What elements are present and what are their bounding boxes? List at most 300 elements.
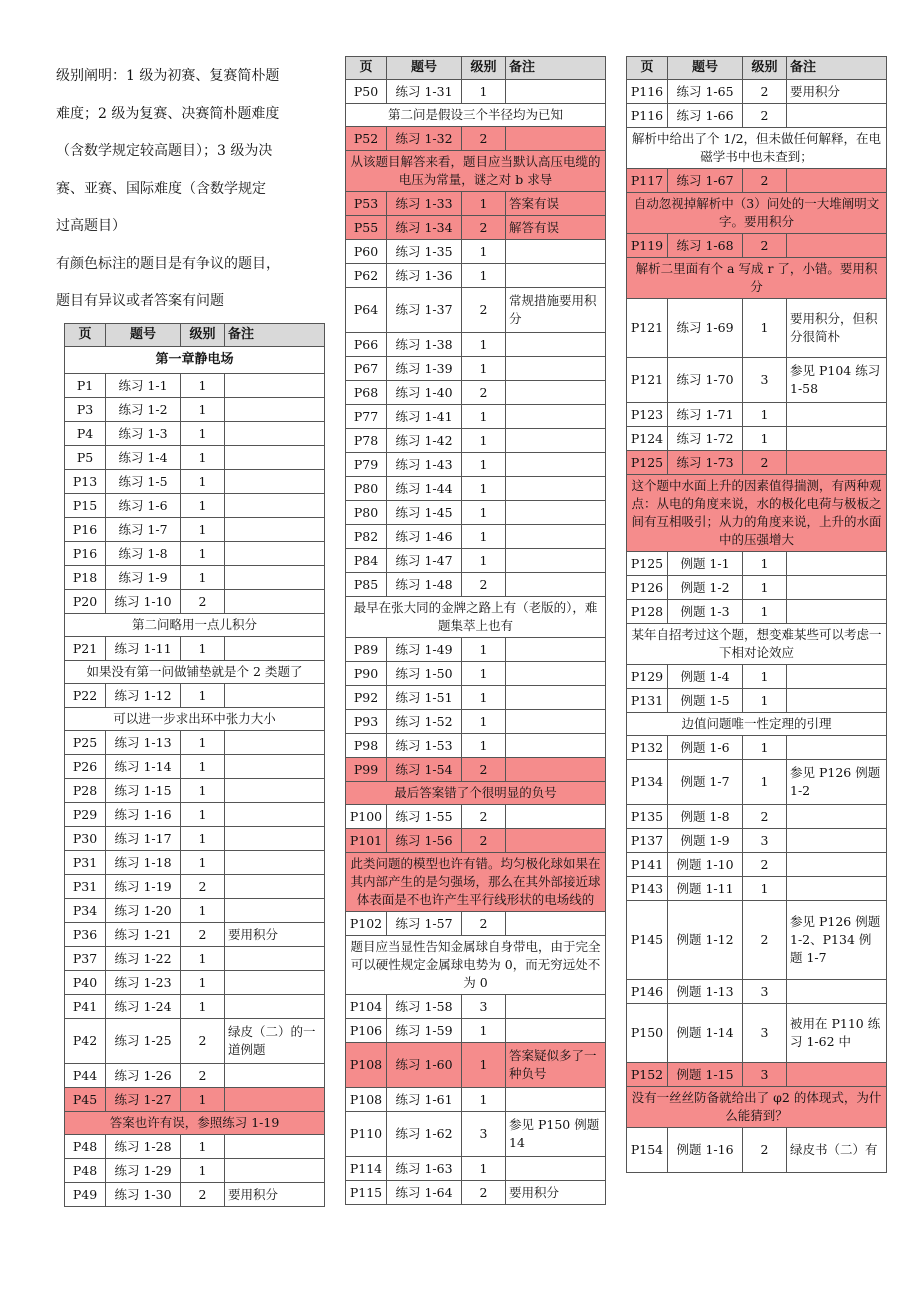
cell-page: P48 — [65, 1159, 106, 1183]
cell-note — [225, 1064, 325, 1088]
cell-page: P49 — [65, 1183, 106, 1207]
cell-problem: 练习 1-34 — [387, 216, 462, 240]
table-row — [627, 552, 887, 576]
table-row — [346, 127, 606, 151]
remark-row — [346, 853, 606, 912]
cell-note: 参见 P126 例题 1-2 — [787, 760, 887, 805]
cell-problem: 例题 1-3 — [668, 600, 743, 624]
cell-level: 2 — [462, 127, 506, 151]
table-row — [346, 357, 606, 381]
cell-page: P106 — [346, 1019, 387, 1043]
cell-note — [506, 501, 606, 525]
cell-problem: 练习 1-41 — [387, 405, 462, 429]
cell-problem: 练习 1-35 — [387, 240, 462, 264]
table-row — [65, 947, 325, 971]
table-row — [346, 1181, 606, 1205]
cell-note: 常规措施要用积分 — [506, 288, 606, 333]
table-row — [346, 662, 606, 686]
cell-level: 1 — [462, 686, 506, 710]
cell-level: 2 — [462, 573, 506, 597]
intro-line: 过高题目） — [56, 218, 126, 234]
remark-row — [346, 936, 606, 995]
cell-problem: 练习 1-59 — [387, 1019, 462, 1043]
remark-row — [346, 597, 606, 638]
remark-text: 最早在张大同的金牌之路上有（老版的），难题集萃上也有 — [346, 597, 606, 638]
cell-note — [787, 736, 887, 760]
remark-text: 没有一丝丝防备就给出了 φ2 的体现式，为什么能猜到？ — [627, 1087, 887, 1128]
problem-table — [626, 56, 887, 1173]
cell-problem: 练习 1-56 — [387, 829, 462, 853]
cell-note — [506, 525, 606, 549]
cell-page: P129 — [627, 665, 668, 689]
table-header-row — [627, 57, 887, 80]
table-row — [346, 995, 606, 1019]
table-row — [346, 525, 606, 549]
cell-level: 1 — [743, 877, 787, 901]
cell-problem: 练习 1-7 — [106, 518, 181, 542]
cell-problem: 练习 1-70 — [668, 358, 743, 403]
cell-note — [506, 573, 606, 597]
remark-row — [627, 475, 887, 552]
cell-page: P116 — [627, 80, 668, 104]
table-row — [65, 1088, 325, 1112]
table-header-row — [346, 57, 606, 80]
intro-line: 有颜色标注的题目是有争议的题目， — [56, 255, 280, 272]
table-row — [65, 731, 325, 755]
cell-note — [225, 374, 325, 398]
cell-level: 2 — [743, 805, 787, 829]
cell-note — [225, 1135, 325, 1159]
cell-level: 1 — [181, 684, 225, 708]
table-row — [65, 566, 325, 590]
remark-row — [346, 151, 606, 192]
intro-line: （含数学规定较高题目）；3 级为决 — [56, 143, 273, 159]
table-row — [346, 216, 606, 240]
cell-page: P53 — [346, 192, 387, 216]
cell-note — [506, 912, 606, 936]
cell-problem: 练习 1-42 — [387, 429, 462, 453]
cell-note — [225, 422, 325, 446]
cell-level: 1 — [181, 422, 225, 446]
remark-text: 某年自招考过这个题，想变难某些可以考虑一下相对论效应 — [627, 624, 887, 665]
cell-level: 1 — [462, 192, 506, 216]
cell-problem: 练习 1-1 — [106, 374, 181, 398]
table-row — [627, 403, 887, 427]
table-row — [65, 971, 325, 995]
cell-note — [225, 899, 325, 923]
table-row — [346, 477, 606, 501]
table-row — [346, 333, 606, 357]
remark-row — [627, 1087, 887, 1128]
cell-problem: 练习 1-36 — [387, 264, 462, 288]
cell-problem: 练习 1-49 — [387, 638, 462, 662]
cell-note — [506, 333, 606, 357]
cell-note — [225, 566, 325, 590]
cell-problem: 练习 1-65 — [668, 80, 743, 104]
cell-level: 1 — [181, 971, 225, 995]
cell-level: 1 — [462, 662, 506, 686]
cell-problem: 练习 1-24 — [106, 995, 181, 1019]
table-row — [346, 192, 606, 216]
table-row — [346, 288, 606, 333]
intro-line: 级别阐明：1 级为初赛、复赛简朴题 — [56, 68, 280, 84]
table-row — [346, 381, 606, 405]
table-row — [346, 429, 606, 453]
cell-problem: 练习 1-72 — [668, 427, 743, 451]
table-row — [627, 829, 887, 853]
table-row — [65, 684, 325, 708]
table-row — [627, 427, 887, 451]
cell-page: P90 — [346, 662, 387, 686]
cell-level: 1 — [181, 566, 225, 590]
cell-problem: 练习 1-43 — [387, 453, 462, 477]
cell-note — [506, 381, 606, 405]
cell-problem: 练习 1-61 — [387, 1088, 462, 1112]
table-row — [65, 398, 325, 422]
cell-problem: 练习 1-14 — [106, 755, 181, 779]
cell-level: 1 — [462, 333, 506, 357]
cell-level: 1 — [181, 779, 225, 803]
cell-page: P98 — [346, 734, 387, 758]
cell-note — [787, 689, 887, 713]
cell-level: 3 — [743, 358, 787, 403]
cell-level: 2 — [181, 1183, 225, 1207]
remark-row — [627, 624, 887, 665]
cell-note — [225, 1159, 325, 1183]
cell-problem: 练习 1-40 — [387, 381, 462, 405]
cell-page: P145 — [627, 901, 668, 980]
cell-note — [506, 549, 606, 573]
cell-page: P16 — [65, 542, 106, 566]
cell-problem: 练习 1-9 — [106, 566, 181, 590]
cell-problem: 练习 1-13 — [106, 731, 181, 755]
cell-page: P135 — [627, 805, 668, 829]
cell-note — [506, 686, 606, 710]
cell-page: P79 — [346, 453, 387, 477]
table-row — [65, 637, 325, 661]
cell-problem: 练习 1-71 — [668, 403, 743, 427]
table-row — [627, 665, 887, 689]
table-row — [346, 638, 606, 662]
cell-problem: 练习 1-48 — [387, 573, 462, 597]
cell-problem: 练习 1-28 — [106, 1135, 181, 1159]
cell-level: 1 — [181, 398, 225, 422]
cell-note — [506, 662, 606, 686]
table-row — [65, 422, 325, 446]
cell-page: P66 — [346, 333, 387, 357]
cell-page: P68 — [346, 381, 387, 405]
cell-page: P132 — [627, 736, 668, 760]
cell-level: 2 — [181, 590, 225, 614]
header-page: 页 — [65, 324, 106, 347]
cell-level: 2 — [181, 923, 225, 947]
cell-page: P45 — [65, 1088, 106, 1112]
cell-problem: 例题 1-10 — [668, 853, 743, 877]
cell-problem: 练习 1-39 — [387, 357, 462, 381]
cell-page: P100 — [346, 805, 387, 829]
cell-problem: 练习 1-15 — [106, 779, 181, 803]
cell-page: P62 — [346, 264, 387, 288]
cell-problem: 练习 1-55 — [387, 805, 462, 829]
cell-page: P121 — [627, 299, 668, 358]
cell-level: 1 — [462, 80, 506, 104]
cell-page: P126 — [627, 576, 668, 600]
remark-row — [65, 1112, 325, 1135]
remark-text: 解析中给出了个 1/2，但未做任何解释，在电磁学书中也未查到； — [627, 128, 887, 169]
table-row — [346, 501, 606, 525]
cell-note — [787, 853, 887, 877]
table-row — [627, 689, 887, 713]
cell-page: P121 — [627, 358, 668, 403]
cell-problem: 练习 1-20 — [106, 899, 181, 923]
cell-level: 1 — [181, 1088, 225, 1112]
table-row — [627, 600, 887, 624]
table-row — [65, 1183, 325, 1207]
cell-page: P131 — [627, 689, 668, 713]
cell-page: P89 — [346, 638, 387, 662]
cell-level: 2 — [743, 234, 787, 258]
cell-level: 1 — [462, 1088, 506, 1112]
remark-text: 如果没有第一问做铺垫就是个 2 类题了 — [65, 661, 325, 684]
cell-problem: 练习 1-21 — [106, 923, 181, 947]
cell-problem: 练习 1-67 — [668, 169, 743, 193]
table-row — [346, 912, 606, 936]
remark-row — [65, 661, 325, 684]
cell-page: P152 — [627, 1063, 668, 1087]
cell-level: 3 — [743, 1004, 787, 1063]
table-row — [65, 1135, 325, 1159]
cell-level: 1 — [462, 549, 506, 573]
cell-page: P25 — [65, 731, 106, 755]
cell-note — [787, 234, 887, 258]
cell-page: P84 — [346, 549, 387, 573]
cell-page: P102 — [346, 912, 387, 936]
cell-problem: 例题 1-9 — [668, 829, 743, 853]
cell-level: 1 — [462, 1043, 506, 1088]
cell-page: P82 — [346, 525, 387, 549]
cell-problem: 练习 1-8 — [106, 542, 181, 566]
cell-note: 答案有误 — [506, 192, 606, 216]
cell-page: P114 — [346, 1157, 387, 1181]
table-row — [65, 470, 325, 494]
remark-row — [346, 782, 606, 805]
cell-level: 1 — [181, 731, 225, 755]
cell-problem: 练习 1-10 — [106, 590, 181, 614]
cell-note — [225, 1088, 325, 1112]
header-page: 页 — [627, 57, 668, 80]
header-level: 级别 — [181, 324, 225, 347]
remark-text: 解析二里面有个 a 写成 r 了，小错。要用积分 — [627, 258, 887, 299]
table-row — [346, 453, 606, 477]
table-row — [346, 1088, 606, 1112]
cell-problem: 练习 1-54 — [387, 758, 462, 782]
cell-level: 1 — [743, 576, 787, 600]
table-row — [65, 899, 325, 923]
cell-page: P1 — [65, 374, 106, 398]
remark-row — [627, 128, 887, 169]
table-row — [65, 494, 325, 518]
remark-text: 自动忽视掉解析中（3）问处的一大堆阐明文字。要用积分 — [627, 193, 887, 234]
cell-level: 1 — [462, 357, 506, 381]
cell-note — [225, 851, 325, 875]
cell-note — [225, 398, 325, 422]
cell-level: 3 — [743, 1063, 787, 1087]
cell-page: P78 — [346, 429, 387, 453]
table-row — [346, 240, 606, 264]
table-row — [346, 80, 606, 104]
cell-note — [787, 980, 887, 1004]
intro-line: 题目有异议或者答案有问题 — [56, 293, 224, 309]
cell-problem: 练习 1-50 — [387, 662, 462, 686]
cell-note — [506, 995, 606, 1019]
cell-page: P44 — [65, 1064, 106, 1088]
problem-table — [345, 56, 606, 1205]
cell-page: P30 — [65, 827, 106, 851]
table-row — [346, 758, 606, 782]
cell-level: 1 — [743, 403, 787, 427]
remark-text: 边值问题唯一性定理的引理 — [627, 713, 887, 736]
table-row — [346, 734, 606, 758]
remark-row — [627, 713, 887, 736]
cell-problem: 例题 1-12 — [668, 901, 743, 980]
cell-problem: 例题 1-8 — [668, 805, 743, 829]
remark-text: 题目应当显性告知金属球自身带电，由于完全可以硬性规定金属球电势为 0，而无穷远处不为 0 — [346, 936, 606, 995]
table-row — [65, 875, 325, 899]
cell-problem: 例题 1-11 — [668, 877, 743, 901]
cell-level: 1 — [743, 600, 787, 624]
cell-note: 参见 P150 例题 14 — [506, 1112, 606, 1157]
cell-problem: 练习 1-33 — [387, 192, 462, 216]
table-row — [346, 710, 606, 734]
table-row — [627, 805, 887, 829]
cell-note — [225, 731, 325, 755]
cell-note — [225, 518, 325, 542]
cell-level: 2 — [743, 104, 787, 128]
cell-note — [787, 169, 887, 193]
cell-page: P92 — [346, 686, 387, 710]
cell-note: 要用积分 — [225, 1183, 325, 1207]
cell-page: P50 — [346, 80, 387, 104]
cell-note: 绿皮书（二）有 — [787, 1128, 887, 1173]
cell-note — [787, 104, 887, 128]
table-row — [346, 829, 606, 853]
cell-problem: 练习 1-73 — [668, 451, 743, 475]
cell-page: P4 — [65, 422, 106, 446]
cell-level: 1 — [462, 1019, 506, 1043]
cell-page: P3 — [65, 398, 106, 422]
cell-note: 被用在 P110 练习 1-62 中 — [787, 1004, 887, 1063]
header-note: 备注 — [225, 324, 325, 347]
cell-level: 1 — [181, 947, 225, 971]
cell-level: 1 — [743, 760, 787, 805]
table-row — [65, 590, 325, 614]
cell-note — [225, 803, 325, 827]
cell-level: 1 — [462, 734, 506, 758]
cell-page: P125 — [627, 451, 668, 475]
cell-page: P26 — [65, 755, 106, 779]
cell-level: 1 — [181, 899, 225, 923]
header-problem: 题号 — [387, 57, 462, 80]
cell-page: P99 — [346, 758, 387, 782]
cell-note — [225, 779, 325, 803]
cell-level: 2 — [743, 169, 787, 193]
table-row — [346, 573, 606, 597]
cell-problem: 练习 1-5 — [106, 470, 181, 494]
cell-note — [225, 637, 325, 661]
cell-page: P22 — [65, 684, 106, 708]
table-row — [627, 980, 887, 1004]
cell-problem: 练习 1-19 — [106, 875, 181, 899]
cell-level: 2 — [181, 875, 225, 899]
cell-problem: 练习 1-12 — [106, 684, 181, 708]
cell-page: P101 — [346, 829, 387, 853]
remark-row — [65, 614, 325, 637]
header-note: 备注 — [506, 57, 606, 80]
cell-note: 要用积分 — [506, 1181, 606, 1205]
cell-level: 1 — [181, 995, 225, 1019]
cell-problem: 例题 1-13 — [668, 980, 743, 1004]
header-note: 备注 — [787, 57, 887, 80]
cell-page: P80 — [346, 477, 387, 501]
cell-level: 1 — [743, 689, 787, 713]
cell-problem: 练习 1-69 — [668, 299, 743, 358]
cell-note — [506, 453, 606, 477]
cell-level: 3 — [743, 980, 787, 1004]
table-row — [65, 923, 325, 947]
cell-level: 1 — [743, 552, 787, 576]
table-row — [346, 549, 606, 573]
chapter-heading-row — [65, 347, 325, 374]
cell-note — [787, 451, 887, 475]
cell-page: P128 — [627, 600, 668, 624]
cell-level: 1 — [462, 710, 506, 734]
table-row — [627, 80, 887, 104]
cell-level: 2 — [462, 1181, 506, 1205]
cell-problem: 例题 1-14 — [668, 1004, 743, 1063]
table-row — [65, 542, 325, 566]
cell-note: 要用积分 — [225, 923, 325, 947]
cell-problem: 练习 1-66 — [668, 104, 743, 128]
table-row — [627, 760, 887, 805]
cell-page: P137 — [627, 829, 668, 853]
table-row — [346, 1019, 606, 1043]
cell-page: P80 — [346, 501, 387, 525]
table-row — [65, 1019, 325, 1064]
cell-problem: 练习 1-68 — [668, 234, 743, 258]
cell-page: P154 — [627, 1128, 668, 1173]
cell-note — [506, 240, 606, 264]
cell-page: P41 — [65, 995, 106, 1019]
problem-table — [64, 323, 325, 1207]
cell-note — [506, 734, 606, 758]
cell-note — [225, 470, 325, 494]
table-row — [627, 853, 887, 877]
cell-level: 2 — [743, 451, 787, 475]
cell-page: P40 — [65, 971, 106, 995]
table-row — [65, 446, 325, 470]
table-row — [627, 736, 887, 760]
cell-page: P85 — [346, 573, 387, 597]
cell-page: P108 — [346, 1088, 387, 1112]
cell-note — [787, 600, 887, 624]
cell-problem: 例题 1-6 — [668, 736, 743, 760]
cell-note — [506, 1088, 606, 1112]
header-problem: 题号 — [106, 324, 181, 347]
table-row — [65, 1064, 325, 1088]
cell-page: P31 — [65, 851, 106, 875]
cell-level: 1 — [181, 803, 225, 827]
cell-level: 1 — [462, 525, 506, 549]
